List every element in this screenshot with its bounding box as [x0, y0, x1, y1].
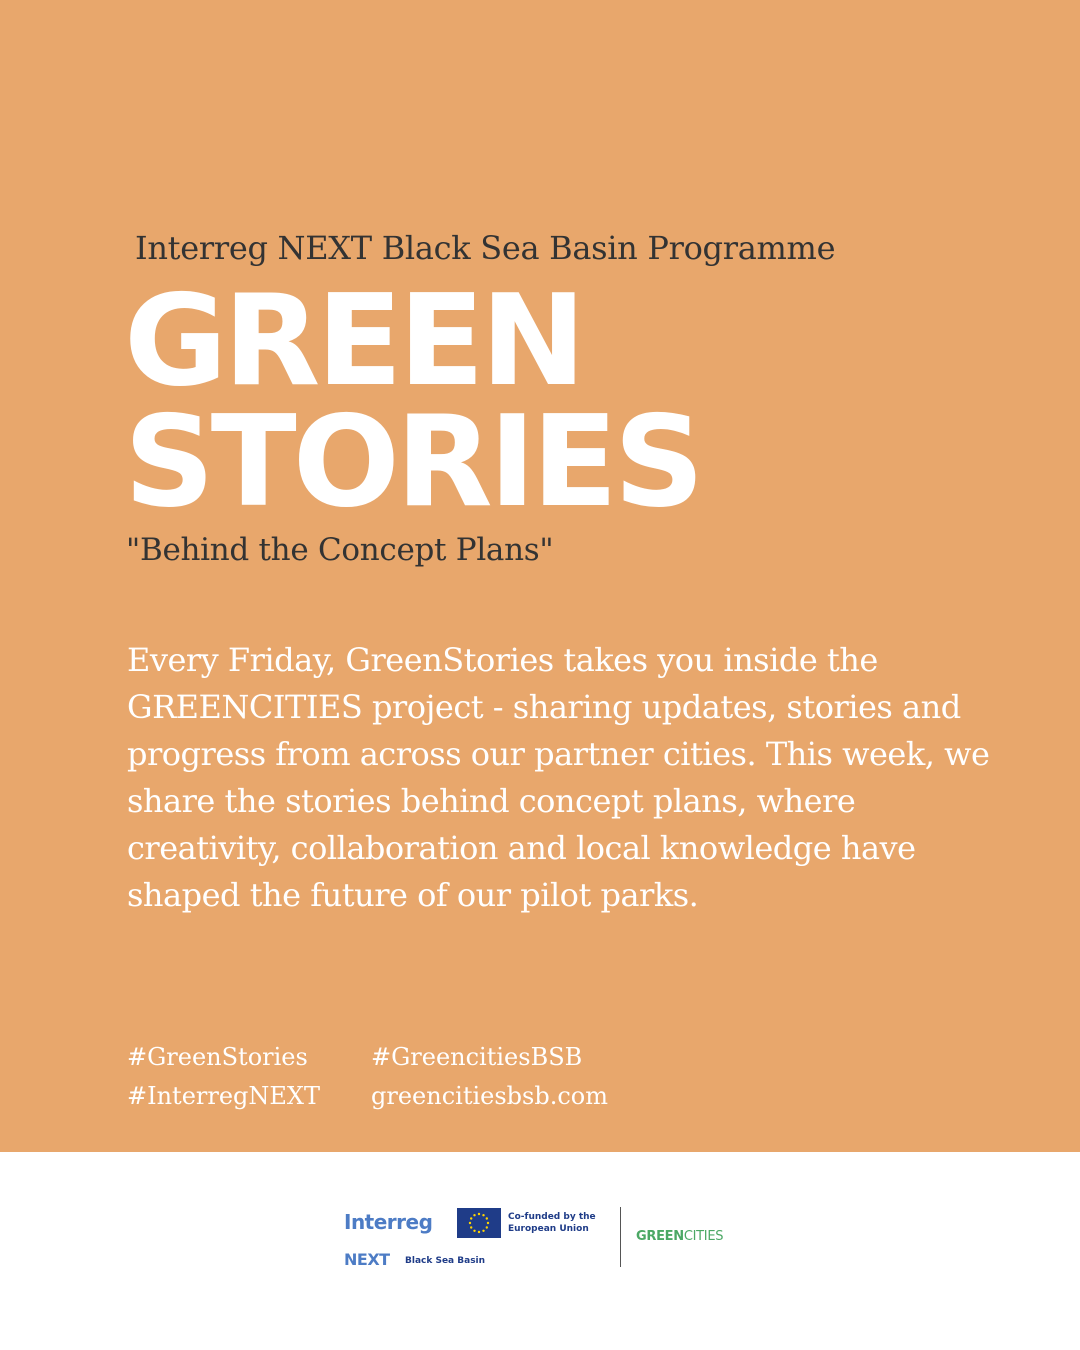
website-link[interactable]: greencitiesbsb.com	[371, 1082, 608, 1110]
body-text: Every Friday, GreenStories takes you inside the GREENCITIES project - sharing updates, stories and progress from across our partner cities. This week, we share the stories behind concept plans, where creativity, collaboration and local knowledge have shaped the future of our pilot parks.	[127, 641, 990, 914]
greencities-logo-green: GREEN	[636, 1229, 684, 1244]
title-line-2: STORIES	[124, 388, 701, 535]
hashtag-column-2	[371, 1038, 608, 1116]
greencities-logo-cities: CITIES	[683, 1229, 724, 1244]
footer-logos	[0, 1152, 1080, 1350]
programme-name: Interreg NEXT Black Sea Basin Programme	[135, 229, 836, 267]
hashtag-interregnext: #InterregNEXT	[127, 1082, 321, 1110]
cofunded-eu-label: Co-funded by the European Union	[508, 1212, 596, 1234]
interreg-logo: Interreg	[344, 1210, 433, 1234]
logo-divider	[620, 1207, 621, 1267]
title-line-1: GREEN	[124, 267, 583, 414]
hashtag-greenstories: #GreenStories	[127, 1043, 308, 1071]
hashtag-greencitiesbsb: #GreencitiesBSB	[371, 1043, 583, 1071]
black-sea-basin-label: Black Sea Basin	[405, 1256, 486, 1266]
subtitle: "Behind the Concept Plans"	[126, 532, 554, 568]
page-title	[124, 267, 701, 535]
greencities-logo	[636, 1229, 723, 1244]
next-logo: NEXT	[344, 1250, 390, 1269]
eu-flag-icon	[457, 1208, 501, 1238]
hashtag-column-1	[127, 1038, 320, 1116]
